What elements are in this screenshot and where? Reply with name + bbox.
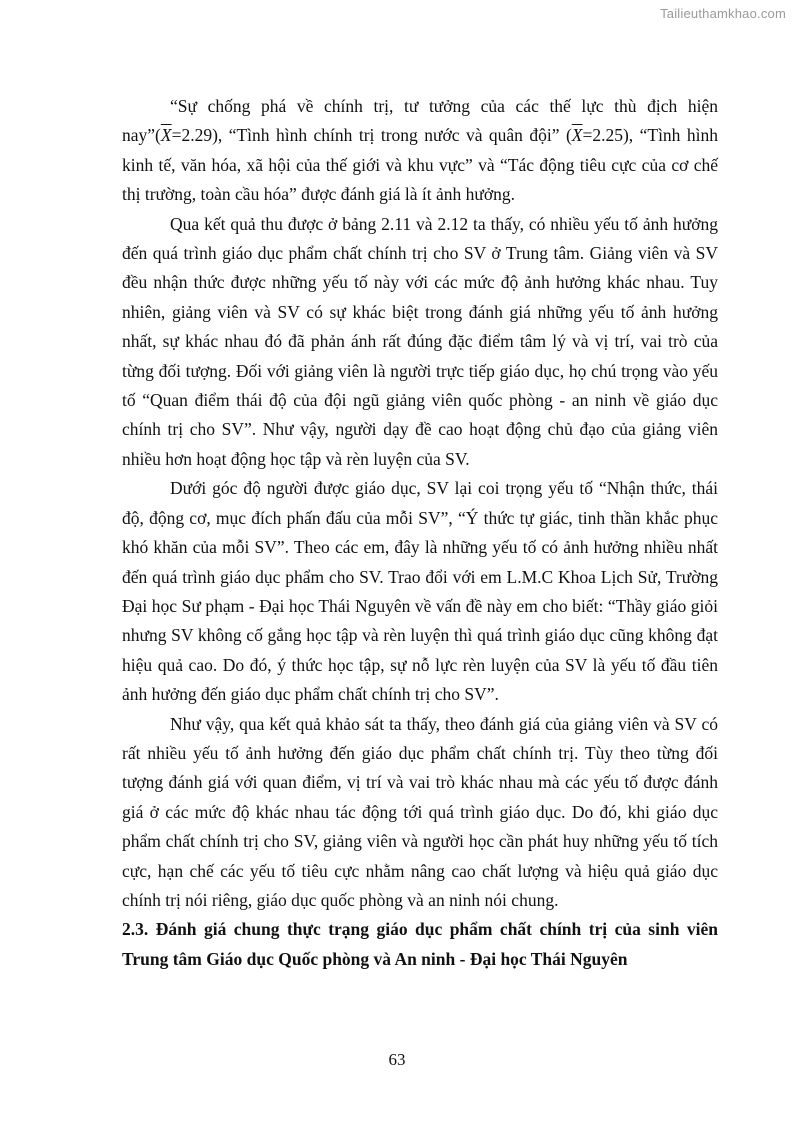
page-number: 63 — [388, 1050, 406, 1069]
mean-symbol: $\overline{X}$ — [571, 125, 583, 146]
watermark: Tailieuthamkhao.com — [660, 6, 786, 21]
page-content — [122, 92, 718, 974]
paragraph-2: Qua kết quả thu được ở bảng 2.11 và 2.12 ta thấy, có nhiều yếu tố ảnh hưởng đến quá trình giáo dục phẩm chất chính trị cho SV ở Trung tâm. Giảng viên và SV đều nhận thức được những yếu tố này với các mức độ ảnh hưởng khác nhau. Tuy nhiên, giảng viên và SV có sự khác biệt trong đánh giá những yếu tố ảnh hưởng nhất, sự khác nhau đó đã phản ánh rất đúng đặc điểm tâm lý và vị trí, vai trò của từng đối tượng. Đối với giảng viên là người trực tiếp giáo dục, họ chú trọng vào yếu tố “Quan điểm thái độ của đội ngũ giảng viên quốc phòng - an ninh về giáo dục chính trị cho SV”. Như vậy, người dạy đề cao hoạt động chủ đạo của giảng viên nhiều hơn hoạt động học tập và rèn luyện của SV. — [122, 213, 718, 469]
paragraph-1-text-a: “Sự chống phá về chính trị, tư tưởng của các thế lực thù địch hiện nay”( — [122, 96, 718, 146]
paragraph-4: Như vậy, qua kết quả khảo sát ta thấy, theo đánh giá của giảng viên và SV có rất nhiều yếu tố ảnh hưởng đến giáo dục phẩm chất chính trị. Tùy theo từng đối tượng đánh giá với quan điểm, vị trí và vai trò khác nhau mà các yếu tố được đánh giá ở các mức độ khác nhau tác động tới quá trình giáo dục. Do đó, khi giáo dục phẩm chất chính trị cho SV, giảng viên và người học cần phát huy những yếu tố tích cực, hạn chế các yếu tố tiêu cực nhằm nâng cao chất lượng và hiệu quả giáo dục chính trị nói riêng, giáo dục quốc phòng và an ninh nói chung. — [122, 713, 718, 910]
section-heading: 2.3. Đánh giá chung thực trạng giáo dục phẩm chất chính trị của sinh viên Trung tâm Giáo dục Quốc phòng và An ninh - Đại học Thái Nguyên — [122, 919, 718, 969]
paragraph-3: Dưới góc độ người được giáo dục, SV lại coi trọng yếu tố “Nhận thức, thái độ, động cơ, mục đích phấn đấu của mỗi SV”, “Ý thức tự giác, tinh thần khắc phục khó khăn của mỗi SV”. Theo các em, đây là những yếu tố có ảnh hưởng nhiều nhất đến quá trình giáo dục phẩm cho SV. Trao đổi với em L.M.C Khoa Lịch Sử, Trường Đại học Sư phạm - Đại học Thái Nguyên về vấn đề này em cho biết: “Thầy giáo giỏi nhưng SV không cố gắng học tập và rèn luyện thì quá trình giáo dục cũng không đạt hiệu quả cao. Do đó, ý thức học tập, sự nỗ lực rèn luyện của SV là yếu tố đầu tiên ảnh hưởng đến giáo dục phẩm chất chính trị cho SV”. — [122, 478, 718, 705]
paragraph-1-text-c: =2.25), “Tình hình kinh tế, văn hóa, xã hội của thế giới và khu vực” và “Tác động tiêu cực của cơ chế thị trường, toàn cầu hóa” được đánh giá là ít ảnh hưởng. — [122, 125, 718, 205]
mean-symbol: $\overline{X}$ — [160, 125, 172, 146]
paragraph-1 — [122, 92, 718, 210]
paragraph-1-text-b: =2.29), “Tình hình chính trị trong nước và quân đội” ( — [171, 125, 572, 146]
